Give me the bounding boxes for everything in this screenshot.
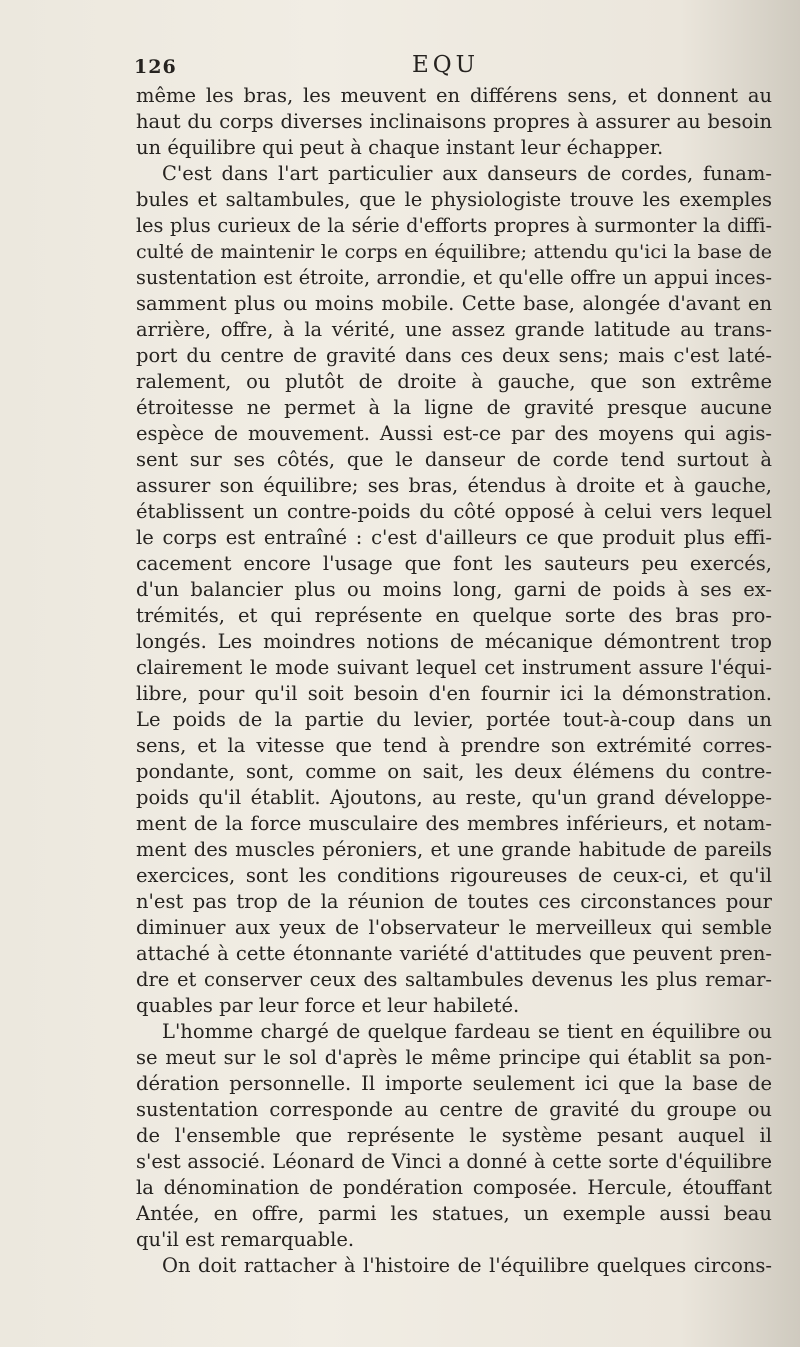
text-line: espèce de mouvement. Aussi est-ce par des moyens qui agis- [136, 422, 772, 445]
text-line: attaché à cette étonnante variété d'attitudes que peuvent pren- [136, 942, 772, 965]
text-line: Antée, en offre, parmi les statues, un exemple aussi beau [136, 1202, 772, 1225]
page-number: 126 [134, 56, 177, 78]
text-line: ralement, ou plutôt de droite à gauche, que son extrême [136, 370, 772, 393]
text-line: se meut sur le sol d'après le même principe qui établit sa pon- [136, 1046, 772, 1069]
body-text [136, 83, 772, 1279]
text-line: sustentation corresponde au centre de gravité du groupe ou [136, 1098, 772, 1121]
text-line: poids qu'il établit. Ajoutons, au reste, qu'un grand développe- [136, 786, 772, 809]
text-line: quables par leur force et leur habileté. [136, 994, 520, 1017]
text-line: qu'il est remarquable. [136, 1228, 355, 1251]
text-line: ment des muscles péroniers, et une grande habitude de pareils [136, 838, 772, 861]
text-line: dération personnelle. Il importe seulement ici que la base de [136, 1072, 772, 1095]
text-line: les plus curieux de la série d'efforts propres à surmonter la diffi- [136, 214, 772, 237]
text-line: d'un balancier plus ou moins long, garni de poids à ses ex- [136, 578, 772, 601]
text-line: assurer son équilibre; ses bras, étendus à droite et à gauche, [136, 474, 772, 497]
text-line: n'est pas trop de la réunion de toutes ces circonstances pour [136, 890, 772, 913]
text-line: ment de la force musculaire des membres inférieurs, et notam- [136, 812, 772, 835]
text-line: le corps est entraîné : c'est d'ailleurs ce que produit plus effi- [136, 526, 772, 549]
text-line: exercices, sont les conditions rigoureuses de ceux-ci, et qu'il [136, 864, 772, 887]
paragraph-start-line: C'est dans l'art particulier aux danseurs de cordes, funam- [162, 162, 772, 185]
text-line: pondante, sont, comme on sait, les deux élémens du contre- [136, 760, 772, 783]
text-line: sent sur ses côtés, que le danseur de corde tend surtout à [136, 448, 772, 471]
text-line: diminuer aux yeux de l'observateur le merveilleux qui semble [136, 916, 772, 939]
text-line: même les bras, les meuvent en différens sens, et donnent au [136, 84, 772, 107]
text-line: établissent un contre-poids du côté opposé à celui vers lequel [136, 500, 772, 523]
text-line: sens, et la vitesse que tend à prendre son extrémité corres- [136, 734, 772, 757]
text-line: port du centre de gravité dans ces deux sens; mais c'est laté- [136, 344, 772, 367]
text-line: s'est associé. Léonard de Vinci a donné à cette sorte d'équilibre [136, 1150, 772, 1173]
page-header [134, 50, 774, 82]
text-line: sustentation est étroite, arrondie, et qu'elle offre un appui inces- [136, 266, 772, 289]
text-line: cacement encore l'usage que font les sauteurs peu exercés, [136, 552, 772, 575]
text-line: Le poids de la partie du levier, portée tout-à-coup dans un [136, 708, 772, 731]
text-line: trémités, et qui représente en quelque sorte des bras pro- [136, 604, 772, 627]
text-line: de l'ensemble que représente le système pesant auquel il [136, 1124, 772, 1147]
text-line: bules et saltambules, que le physiologiste trouve les exemples [136, 188, 772, 211]
paragraph-start-line: On doit rattacher à l'histoire de l'équilibre quelques circons- [162, 1254, 772, 1277]
text-line: samment plus ou moins mobile. Cette base, alongée d'avant en [136, 292, 772, 315]
text-line: arrière, offre, à la vérité, une assez grande latitude au trans- [136, 318, 772, 341]
text-line: clairement le mode suivant lequel cet instrument assure l'équi- [136, 656, 772, 679]
running-head: EQU [412, 52, 480, 78]
text-line: longés. Les moindres notions de mécanique démontrent trop [136, 630, 772, 653]
text-line: libre, pour qu'il soit besoin d'en fournir ici la démonstration. [136, 682, 772, 705]
paragraph-start-line: L'homme chargé de quelque fardeau se tient en équilibre ou [162, 1020, 772, 1043]
text-line: la dénomination de pondération composée. Hercule, étouffant [136, 1176, 772, 1199]
text-line: culté de maintenir le corps en équilibre; attendu qu'ici la base de [136, 241, 772, 263]
text-line: étroitesse ne permet à la ligne de gravité presque aucune [136, 396, 772, 419]
text-line: un équilibre qui peut à chaque instant leur échapper. [136, 136, 664, 159]
text-line: haut du corps diverses inclinaisons propres à assurer au besoin [136, 110, 772, 133]
text-line: dre et conserver ceux des saltambules devenus les plus remar- [136, 968, 772, 991]
